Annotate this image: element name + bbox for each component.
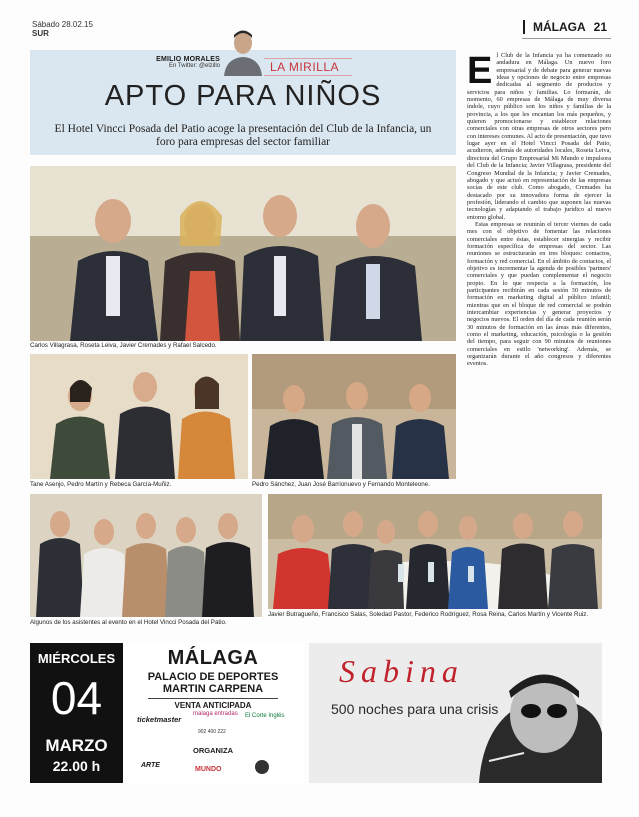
article-paragraph-1: l Club de la Infancia ya ha comenzado su andadura en Málaga. Un nuevo foro empresarial y de debate para generar nuevas ideas y opciones de negocio entre empresas dedicadas al segmento de productos y servicios para niños y familias. Lo formarán, de momento, 60 empresas de Málaga de muy diversa índole, cuyo público son los niños y familias de la provincia, a los que les encantan los más pequeños, y quieren promocionarse y establecer relaciones comerciales con otras empresas de otros sectores pero con intereses comunes. Al acto de presentación, que tuvo lugar ayer en el Hotel Vincci Posada del Patio, acudieron, además de autoridades locales, Roseta Leiva, directora del Grupo Empresarial Mi Mundo e impulsora del Club de la Infancia; Javier Villagrasa, presidente del Congreso Mundial de la Infancia; y Javier Cremades, abogado y que actuó en representación de las empresas socias de este club. Como abogado, Cremades ha destacado por su innovadora forma de ejercer la profesión, liderando el cambio que suponen las nuevas tecnologías y adaptando el trabajo jurídico al nuevo entorno global. (467, 52, 611, 221)
ad-artist-name: Sabina (339, 653, 464, 689)
header-rule (522, 38, 611, 39)
subheadline: El Hotel Vincci Posada del Patio acoge la presentación del Club de la Infancia, un foro para empresas del sector familiar (54, 123, 432, 148)
ad-venue-line-1: PALACIO DE DEPORTES (147, 671, 279, 683)
section-divider (523, 20, 525, 34)
drop-cap: E (467, 50, 493, 92)
caption-main-photo: Carlos Villagrasa, Roseta Leiva, Javier Cremades y Rafael Salcedo. (30, 342, 217, 349)
ad-venue-line-2: MARTIN CARPENA (162, 683, 264, 695)
caption-photo-bottom-right: Javier Butragueño, Francisco Salas, Soledad Pastor, Federico Rodríguez, Rosa Reina, Carlos Martín y Vicente Ruiz. (268, 611, 589, 618)
article-body (467, 52, 611, 368)
malaga-entradas-logo: malaga entradas (193, 711, 238, 717)
caption-photo-mid-left: Tane Asenjo, Pedro Martín y Rebeca García-Muñiz. (30, 481, 172, 488)
organizer-logo-3-icon (255, 760, 269, 774)
article-paragraph-2: Estas empresas se reunirán el tercer viernes de cada mes con el objetivo de fomentar las relaciones comerciales entre éstas, establecer sinergias y recibir formación específica de empresas del sector. Las reuniones se estructurarán en tres bloques: contactos, formación y red comercial. En el ámbito de contactos, el objetivo es incrementar la agenda de posibles 'partners' comerciales y que puedan complementar el negocio propio. En lo que respecta a la formación, los participantes recibirán en cada sesión 30 minutos de formación en marketing digital al público infantil; mientras que en el bloque de red comercial se podrán intercambiar experiencias y generar proyectos y negocios nuevos. El orden del día de cada reunión serán 30 minutos de formación en las áreas más diferentes, como el marketing, educación, psicología o la gestión del tiempo, para seguir con 90 minutos de reuniones comerciales en estilo 'networking'. Además, se organizarán durante el año congresos y diferentes eventos. (467, 220, 611, 368)
organizer-logo-1: ARTE (141, 762, 160, 769)
organizer-logos (123, 756, 303, 782)
main-photo (30, 166, 456, 341)
publication-name: SUR (32, 29, 49, 38)
ad-artist-block (309, 643, 602, 783)
ad-venue-block (123, 643, 303, 783)
ad-tour-name: 500 noches para una crisis (331, 701, 499, 717)
photo-bottom-left (30, 494, 262, 617)
section-name: MÁLAGA (532, 20, 586, 34)
ad-phone: 902 400 222 (198, 729, 226, 735)
ad-weekday: MIÉRCOLES (37, 651, 116, 666)
author-portrait (222, 28, 264, 76)
page-header-right (523, 20, 607, 34)
column-label: LA MIRILLA (270, 60, 340, 74)
corte-ingles-logo: El Corte Inglés (245, 713, 285, 719)
caption-photo-mid-right: Pedro Sánchez, Juan José Barrionuevo y Fernando Monteleone. (252, 481, 430, 488)
ad-time: 22.00 h (52, 758, 101, 774)
organizer-logo-2: MUNDO (195, 766, 222, 773)
page-header-left (32, 20, 93, 38)
ad-day: 04 (50, 672, 103, 724)
headline: APTO PARA NIÑOS (104, 80, 382, 112)
ad-month: MARZO (45, 736, 108, 755)
ad-city: MÁLAGA (167, 647, 259, 669)
page-number: 21 (593, 20, 607, 34)
ad-organizer-label: ORGANIZA (193, 746, 233, 755)
photo-mid-right (252, 354, 456, 479)
photo-mid-left (30, 354, 248, 479)
ticketmaster-logo: ticketmaster (137, 715, 182, 724)
ad-date-block (30, 643, 123, 783)
ad-divider (148, 698, 278, 699)
ad-presale: VENTA ANTICIPADA (174, 701, 252, 710)
author-name: EMILIO MORALES (156, 56, 220, 63)
author-twitter: En Twitter: @elzillo (169, 63, 220, 69)
issue-date: Sábado 28.02.15 (32, 20, 93, 29)
caption-photo-bottom-left: Algunos de los asistentes al evento en el Hotel Vincci Posada del Patio. (30, 619, 227, 626)
photo-bottom-right (268, 494, 602, 609)
author-byline (150, 56, 220, 69)
